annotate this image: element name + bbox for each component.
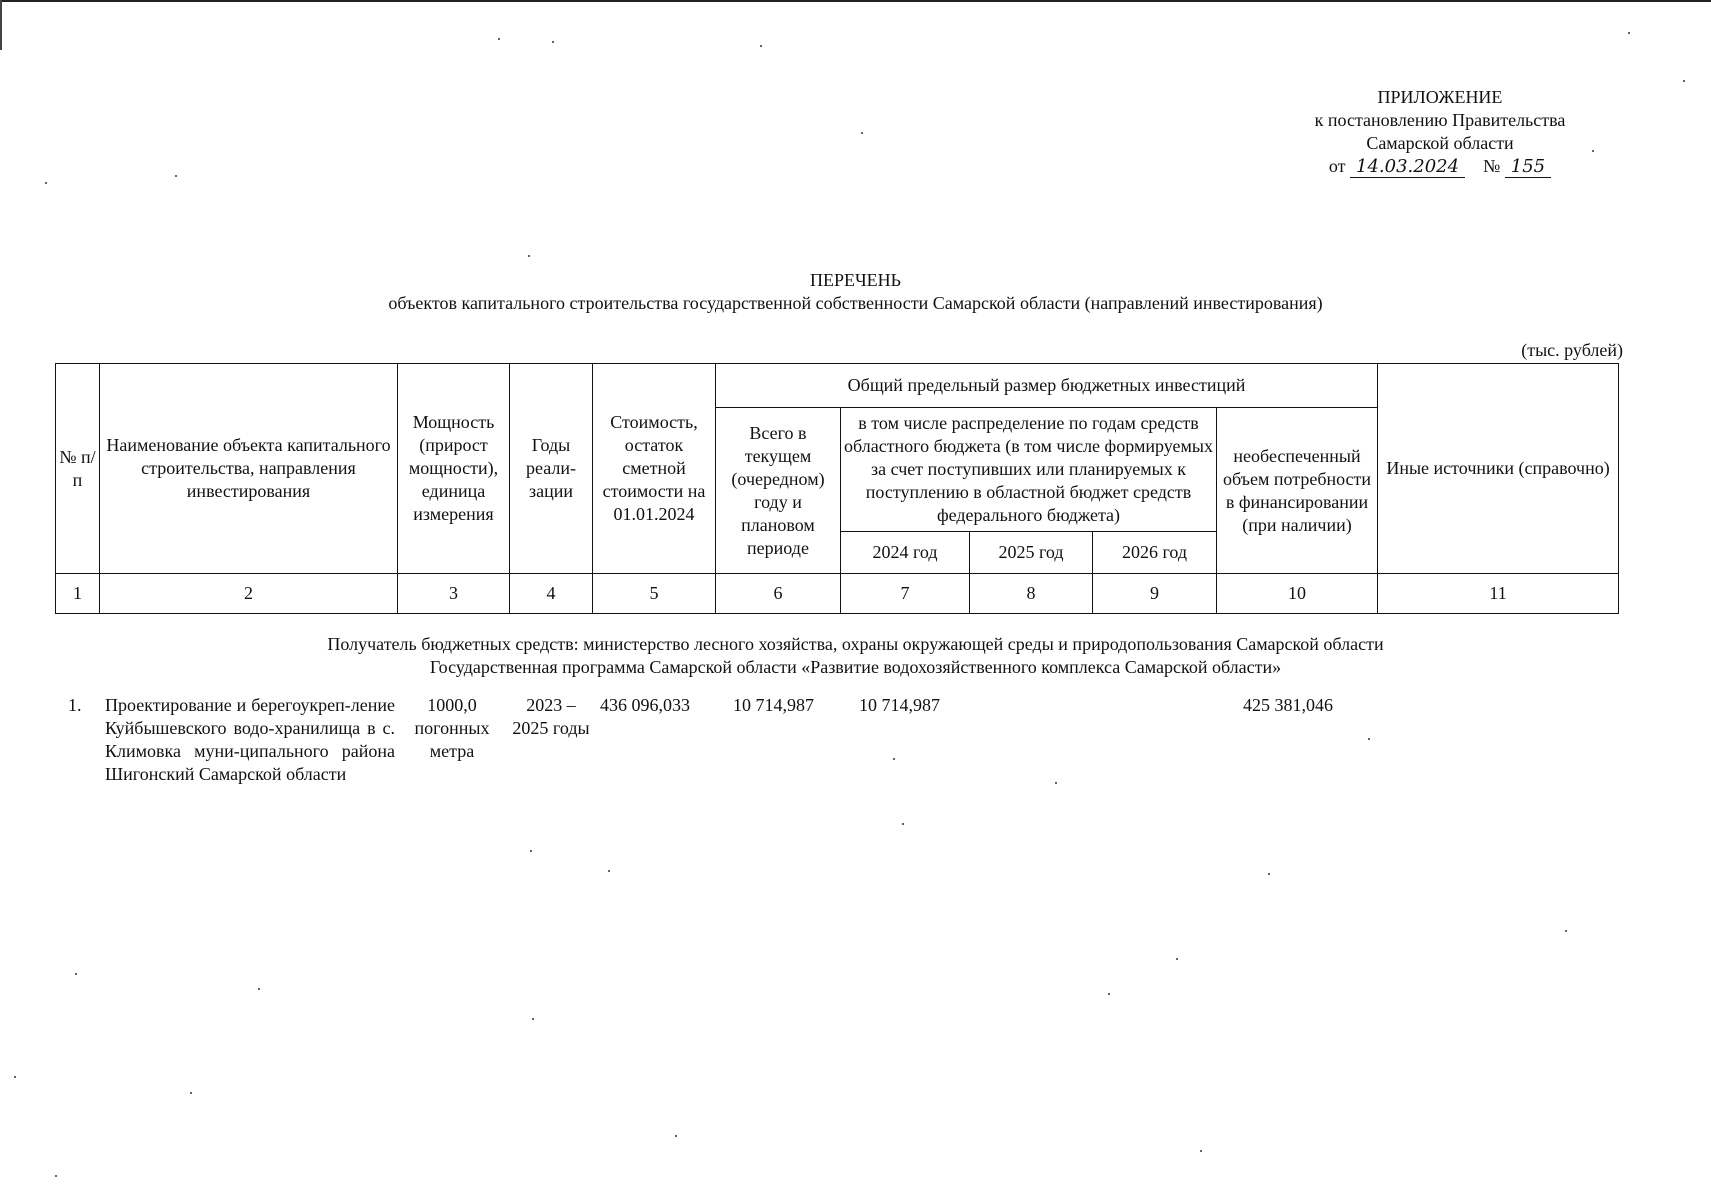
appendix-line-1: к постановлению Правительства <box>1314 110 1566 130</box>
scan-speck <box>190 1092 192 1094</box>
row-capacity: 1000,0 погонных метра <box>414 695 490 761</box>
scan-speck <box>1055 782 1057 784</box>
scan-speck <box>258 988 260 990</box>
budget-recipient: Получатель бюджетных средств: министерство лесного хозяйства, охраны окружающей среды и природопользования Самарской области <box>327 634 1384 654</box>
col-header-cost: Стоимость, остаток сметной стоимости на 01.01.2024 <box>593 364 716 574</box>
col-header-investments-group: Общий предельный размер бюджетных инвестиций <box>716 364 1378 408</box>
state-program: Государственная программа Самарской области «Развитие водохозяйственного комплекса Самарской области» <box>429 657 1282 677</box>
handwritten-date: 14.03.2024 <box>1350 156 1465 178</box>
col-header-year-2025: 2025 год <box>970 532 1093 574</box>
scan-speck <box>1368 738 1370 740</box>
row-object-name: Проектирование и берегоукреп-ление Куйбышевского водо-хранилища в с. Климовка муни-ципального района Шигонский Самарской области <box>105 695 395 784</box>
col-header-distribution: в том числе распределение по годам средств областного бюджета (в том числе формируемых за счет поступивших или планируемых к поступлению в областной бюджет средств федерального бюджета) <box>841 408 1217 532</box>
scan-speck <box>1628 32 1630 34</box>
col-header-num: № п/п <box>56 364 100 574</box>
col-header-other-sources: Иные источники (справочно) <box>1378 364 1619 574</box>
row-cost: 436 096,033 <box>600 695 690 715</box>
col-header-year-2024: 2024 год <box>841 532 970 574</box>
col-header-name: Наименование объекта капитального строительства, направления инвестирования <box>100 364 398 574</box>
col-header-unsecured: необеспеченный объем потребности в финансировании (при наличии) <box>1217 408 1378 574</box>
appendix-line-2: Самарской области <box>1366 133 1514 153</box>
row-year-2024: 10 714,987 <box>859 695 940 715</box>
col-header-year-2026: 2026 год <box>1093 532 1217 574</box>
scan-speck <box>1592 150 1594 152</box>
col-number: 4 <box>510 574 593 614</box>
appendix-title: ПРИЛОЖЕНИЕ <box>1377 87 1503 107</box>
scan-speck <box>1176 958 1178 960</box>
scan-speck <box>861 132 863 134</box>
col-number: 8 <box>970 574 1093 614</box>
scan-speck <box>14 1076 16 1078</box>
units-note: (тыс. рублей) <box>1521 340 1623 360</box>
scan-speck <box>498 38 500 40</box>
scan-speck <box>45 182 47 184</box>
scan-edge-top <box>0 0 1711 2</box>
col-number: 11 <box>1378 574 1619 614</box>
col-number: 5 <box>593 574 716 614</box>
scan-speck <box>528 255 530 257</box>
col-number: 7 <box>841 574 970 614</box>
col-header-years: Годы реали-зации <box>510 364 593 574</box>
row-unsecured: 425 381,046 <box>1243 695 1333 715</box>
appendix-header <box>1240 86 1640 178</box>
scan-speck <box>902 823 904 825</box>
scan-speck <box>608 870 610 872</box>
col-number: 9 <box>1093 574 1217 614</box>
scan-speck <box>1200 1150 1202 1152</box>
row-total: 10 714,987 <box>733 695 814 715</box>
scan-speck <box>893 758 895 760</box>
document-title: ПЕРЕЧЕНЬ <box>809 270 902 290</box>
col-number: 1 <box>56 574 100 614</box>
scan-speck <box>1565 930 1567 932</box>
scan-speck <box>1683 80 1685 82</box>
scan-speck <box>175 175 177 177</box>
scan-speck <box>675 1135 677 1137</box>
scan-speck <box>55 1175 57 1177</box>
number-prefix: № <box>1483 156 1501 176</box>
col-header-total: Всего в текущем (очередном) году и плановом периоде <box>716 408 841 574</box>
header-table <box>55 363 1619 614</box>
scan-edge-left <box>0 0 2 50</box>
col-number: 10 <box>1217 574 1378 614</box>
date-prefix: от <box>1328 156 1346 176</box>
scan-speck <box>1268 873 1270 875</box>
col-header-capacity: Мощность (прирост мощности), единица измерения <box>398 364 510 574</box>
scan-speck <box>552 41 554 43</box>
row-number: 1. <box>68 695 82 715</box>
col-number: 6 <box>716 574 841 614</box>
handwritten-number: 155 <box>1505 156 1551 178</box>
document-subtitle: объектов капитального строительства государственной собственности Самарской области (направлений инвестирования) <box>388 293 1323 313</box>
scan-speck <box>75 973 77 975</box>
scan-speck <box>1108 993 1110 995</box>
scan-speck <box>532 1018 534 1020</box>
row-years: 2023 – 2025 годы <box>512 695 590 738</box>
appendix-date-line <box>1240 155 1640 178</box>
col-number: 2 <box>100 574 398 614</box>
col-number: 3 <box>398 574 510 614</box>
scan-speck <box>530 850 532 852</box>
scan-speck <box>760 45 762 47</box>
